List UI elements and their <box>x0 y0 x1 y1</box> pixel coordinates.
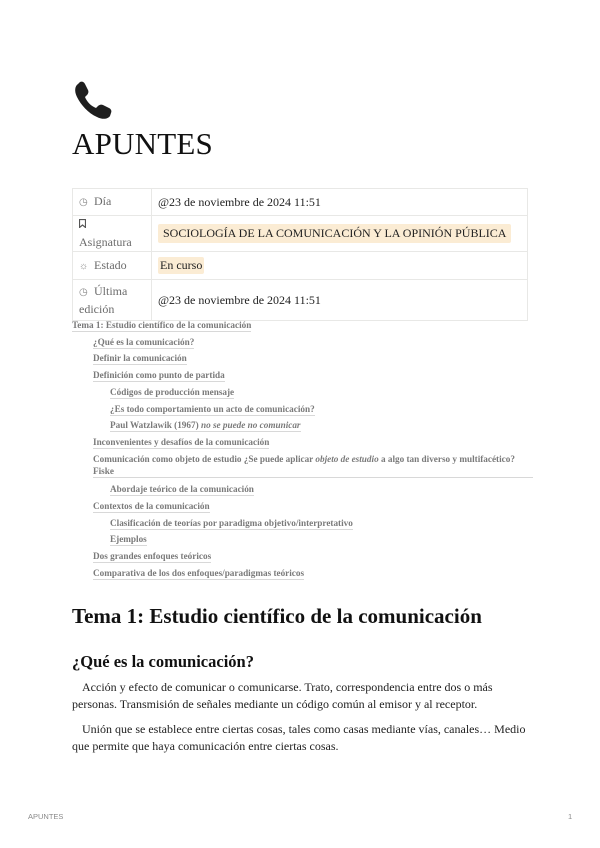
toc-item[interactable]: Definir la comunicación <box>93 353 187 363</box>
properties-table <box>72 188 528 321</box>
property-label-ultima-edicion: ◷ Última edición <box>73 280 152 321</box>
paragraph: Acción y efecto de comunicar o comunicarse. Trato, correspondencia entre dos o más personas. Transmisión de señales mediante un código común al emisor y al receptor. <box>72 680 493 711</box>
toc-item[interactable]: Abordaje teórico de la comunicación <box>110 484 254 494</box>
toc-item[interactable]: Paul Watzlawik (1967) no se puede no comunicar <box>110 420 301 430</box>
subject-tag[interactable]: SOCIOLOGÍA DE LA COMUNICACIÓN Y LA OPINIÓN PÚBLICA <box>158 224 511 243</box>
property-label-asignatura: Asignatura <box>73 216 152 252</box>
toc-item[interactable]: Ejemplos <box>110 534 147 544</box>
clock-icon: ◷ <box>79 197 88 208</box>
property-label-estado: ☼ Estado <box>73 252 152 280</box>
toc-item[interactable]: ¿Es todo comportamiento un acto de comunicación? <box>110 404 315 414</box>
toc-item[interactable]: Dos grandes enfoques teóricos <box>93 551 212 561</box>
property-value-dia[interactable]: @23 de noviembre de 2024 11:51 <box>152 189 528 216</box>
status-badge[interactable]: En curso <box>160 258 203 272</box>
property-value-ultima-edicion[interactable]: @23 de noviembre de 2024 11:51 <box>152 280 528 321</box>
bookmark-icon <box>79 217 91 234</box>
toc-item[interactable]: Códigos de producción mensaje <box>110 387 235 397</box>
property-row-asignatura <box>73 216 528 252</box>
toc-item[interactable]: Comparativa de los dos enfoques/paradigmas teóricos <box>93 568 305 578</box>
property-value-asignatura[interactable] <box>152 216 528 252</box>
subsection-heading: ¿Qué es la comunicación? <box>72 652 254 671</box>
toc-item[interactable]: Tema 1: Estudio científico de la comunicación <box>72 320 252 330</box>
toc-item[interactable]: Contextos de la comunicación <box>93 501 210 511</box>
property-value-estado[interactable] <box>152 252 528 280</box>
page-number: 1 <box>568 812 573 821</box>
property-row-estado <box>73 252 528 280</box>
page-title: APUNTES <box>72 126 213 161</box>
toc-item[interactable]: Comunicación como objeto de estudio ¿Se puede aplicar objeto de estudio a algo tan diverso y multifacético? Fiske <box>93 453 533 478</box>
section-heading: Tema 1: Estudio científico de la comunicación <box>72 604 482 628</box>
footer-title: APUNTES <box>28 812 64 821</box>
paragraph: Unión que se establece entre ciertas cosas, tales como casas mediante vías, canales… Medio que permite que haya comunicación entre ciertas cosas. <box>72 722 526 753</box>
property-label-dia: ◷ Día <box>73 189 152 216</box>
toc-item[interactable]: Inconvenientes y desafíos de la comunicación <box>93 437 270 447</box>
toc-item[interactable]: ¿Qué es la comunicación? <box>93 337 195 347</box>
toc-item[interactable]: Clasificación de teorías por paradigma objetivo/interpretativo <box>110 518 353 528</box>
property-row-dia <box>73 189 528 216</box>
status-sun-icon: ☼ <box>79 260 89 272</box>
toc-item[interactable]: Definición como punto de partida <box>93 370 225 380</box>
clock-icon: ◷ <box>79 286 88 298</box>
telephone-receiver-icon <box>72 78 116 122</box>
property-row-ultima-edicion <box>73 280 528 321</box>
